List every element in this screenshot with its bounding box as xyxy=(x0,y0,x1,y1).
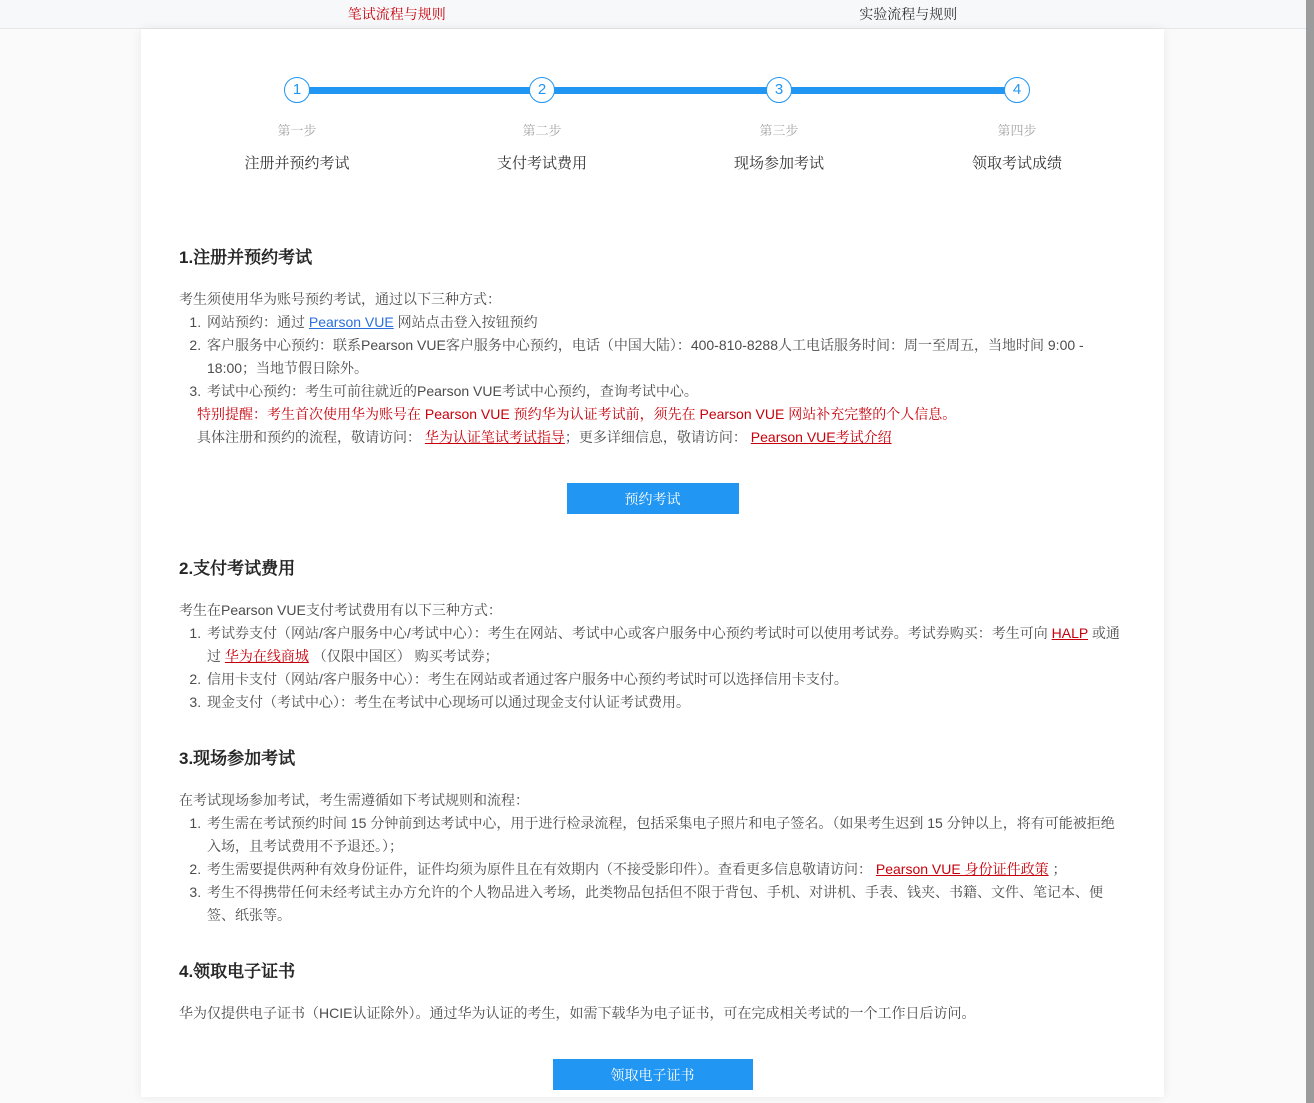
section-2-list xyxy=(179,622,1126,714)
registration-guide-note xyxy=(179,426,1126,449)
special-reminder-note xyxy=(179,403,1126,426)
text-segment: 信用卡支付（网站/客户服务中心）：考生在网站或者通过客户服务中心预约考试时可以选择信用卡支付。 xyxy=(207,671,848,687)
step-3-label: 第三步 xyxy=(759,123,799,138)
section-2-intro: 考生在Pearson VUE支付考试费用有以下三种方式： xyxy=(179,602,502,618)
text-segment: 网站点击登入按钮预约 xyxy=(393,314,538,330)
text-segment: 考生需在考试预约时间 15 分钟前到达考试中心，用于进行检录流程，包括采集电子照片和电子签名。（如果考生迟到 15 分钟以上，将有可能被拒绝入场，且考试费用不予退还。）； xyxy=(207,815,1115,854)
step-4-name: 领取考试成绩 xyxy=(971,155,1062,172)
list-item xyxy=(205,691,1126,714)
tab-lab-exam-rules[interactable]: 实验流程与规则 xyxy=(859,6,958,22)
inline-link[interactable]: Pearson VUE 身份证件政策 xyxy=(875,861,1049,877)
section-1-intro: 考生须使用华为账号预约考试，通过以下三种方式： xyxy=(179,291,501,307)
text-segment: 特别提醒：考生首次使用华为账号在 Pearson VUE 预约华为认证考试前，须先在 Pearson VUE 网站补充完整的个人信息。 xyxy=(197,406,957,422)
section-3-list xyxy=(179,812,1126,927)
scrollbar-thumb[interactable] xyxy=(1306,0,1314,1103)
rules-content xyxy=(141,243,1164,1090)
stepper-step-1 xyxy=(207,77,387,173)
list-item xyxy=(205,622,1126,668)
inline-link[interactable]: Pearson VUE xyxy=(308,314,394,330)
text-segment: 考试券支付（网站/客户服务中心/考试中心）：考生在网站、考试中心或客户服务中心预约考试时可以使用考试券。考试券购买：考生可向 xyxy=(207,625,1052,641)
text-segment: ； xyxy=(1048,861,1067,877)
inline-link[interactable]: Pearson VUE考试介绍 xyxy=(750,429,892,445)
section-3-heading: 3.现场参加考试 xyxy=(179,749,296,768)
inline-link[interactable]: HALP xyxy=(1051,625,1088,641)
step-1-name: 注册并预约考试 xyxy=(244,155,350,172)
text-segment: 客户服务中心预约：联系Pearson VUE客户服务中心预约，电话（中国大陆）：400-810-8288人工电话服务时间：周一至周五，当地时间 9:00 - 18:00；当地节假日除外。 xyxy=(207,337,1084,376)
book-exam-button[interactable]: 预约考试 xyxy=(567,483,739,514)
list-item xyxy=(205,668,1126,691)
step-2-circle: 2 xyxy=(529,77,555,103)
text-segment: （仅限中国区） 购买考试券； xyxy=(308,648,499,664)
stepper-progress-line xyxy=(297,87,1017,94)
list-item xyxy=(205,812,1126,858)
step-4-label: 第四步 xyxy=(997,123,1037,138)
vertical-scrollbar[interactable] xyxy=(1306,0,1314,1103)
exam-steps-stepper xyxy=(141,77,1164,185)
tab-written-exam-rules[interactable]: 笔试流程与规则 xyxy=(347,6,446,22)
stepper-step-3 xyxy=(689,77,869,173)
section-1-list xyxy=(179,311,1126,403)
content-card xyxy=(141,29,1164,1097)
text-segment: 具体注册和预约的流程，敬请访问： xyxy=(197,429,425,445)
step-3-name: 现场参加考试 xyxy=(733,155,824,172)
list-item xyxy=(205,881,1126,927)
get-certificate-button[interactable]: 领取电子证书 xyxy=(553,1059,753,1090)
stepper-step-2 xyxy=(452,77,632,173)
text-segment: 考生不得携带任何未经考试主办方允许的个人物品进入考场，此类物品包括但不限于背包、手机、对讲机、手表、钱夹、书籍、文件、笔记本、便签、纸张等。 xyxy=(207,884,1103,923)
list-item xyxy=(205,311,1126,334)
inline-link[interactable]: 华为在线商城 xyxy=(224,648,309,664)
text-segment: 网站预约：通过 xyxy=(207,314,309,330)
text-segment: ；更多详细信息，敬请访问： xyxy=(564,429,751,445)
section-4-heading: 4.领取电子证书 xyxy=(179,962,296,981)
section-3-intro: 在考试现场参加考试，考生需遵循如下考试规则和流程： xyxy=(179,792,529,808)
text-segment: 考试中心预约：考生可前往就近的Pearson VUE考试中心预约，查询考试中心。 xyxy=(207,383,698,399)
tab-bar-inner xyxy=(141,0,1164,28)
step-4-circle: 4 xyxy=(1004,77,1030,103)
step-1-label: 第一步 xyxy=(277,123,317,138)
step-2-label: 第二步 xyxy=(522,123,562,138)
section-2-heading: 2.支付考试费用 xyxy=(179,559,296,578)
step-3-circle: 3 xyxy=(766,77,792,103)
text-segment: 或通过 xyxy=(207,625,1120,664)
list-item xyxy=(205,858,1126,881)
list-item xyxy=(205,334,1126,380)
top-tab-bar xyxy=(0,0,1314,29)
list-item xyxy=(205,380,1126,403)
section-4-intro: 华为仅提供电子证书（HCIE认证除外）。通过华为认证的考生，如需下载华为电子证书，可在完成相关考试的一个工作日后访问。 xyxy=(179,1005,976,1021)
text-segment: 考生需要提供两种有效身份证件，证件均须为原件且在有效期内（不接受影印件）。查看更多信息敬请访问： xyxy=(207,861,876,877)
section-1-heading: 1.注册并预约考试 xyxy=(179,248,313,267)
inline-link[interactable]: 华为认证笔试考试指导 xyxy=(424,429,565,445)
text-segment: 现金支付（考试中心）：考生在考试中心现场可以通过现金支付认证考试费用。 xyxy=(207,694,690,710)
step-2-name: 支付考试费用 xyxy=(496,155,587,172)
step-1-circle: 1 xyxy=(284,77,310,103)
stepper-step-4 xyxy=(927,77,1107,173)
